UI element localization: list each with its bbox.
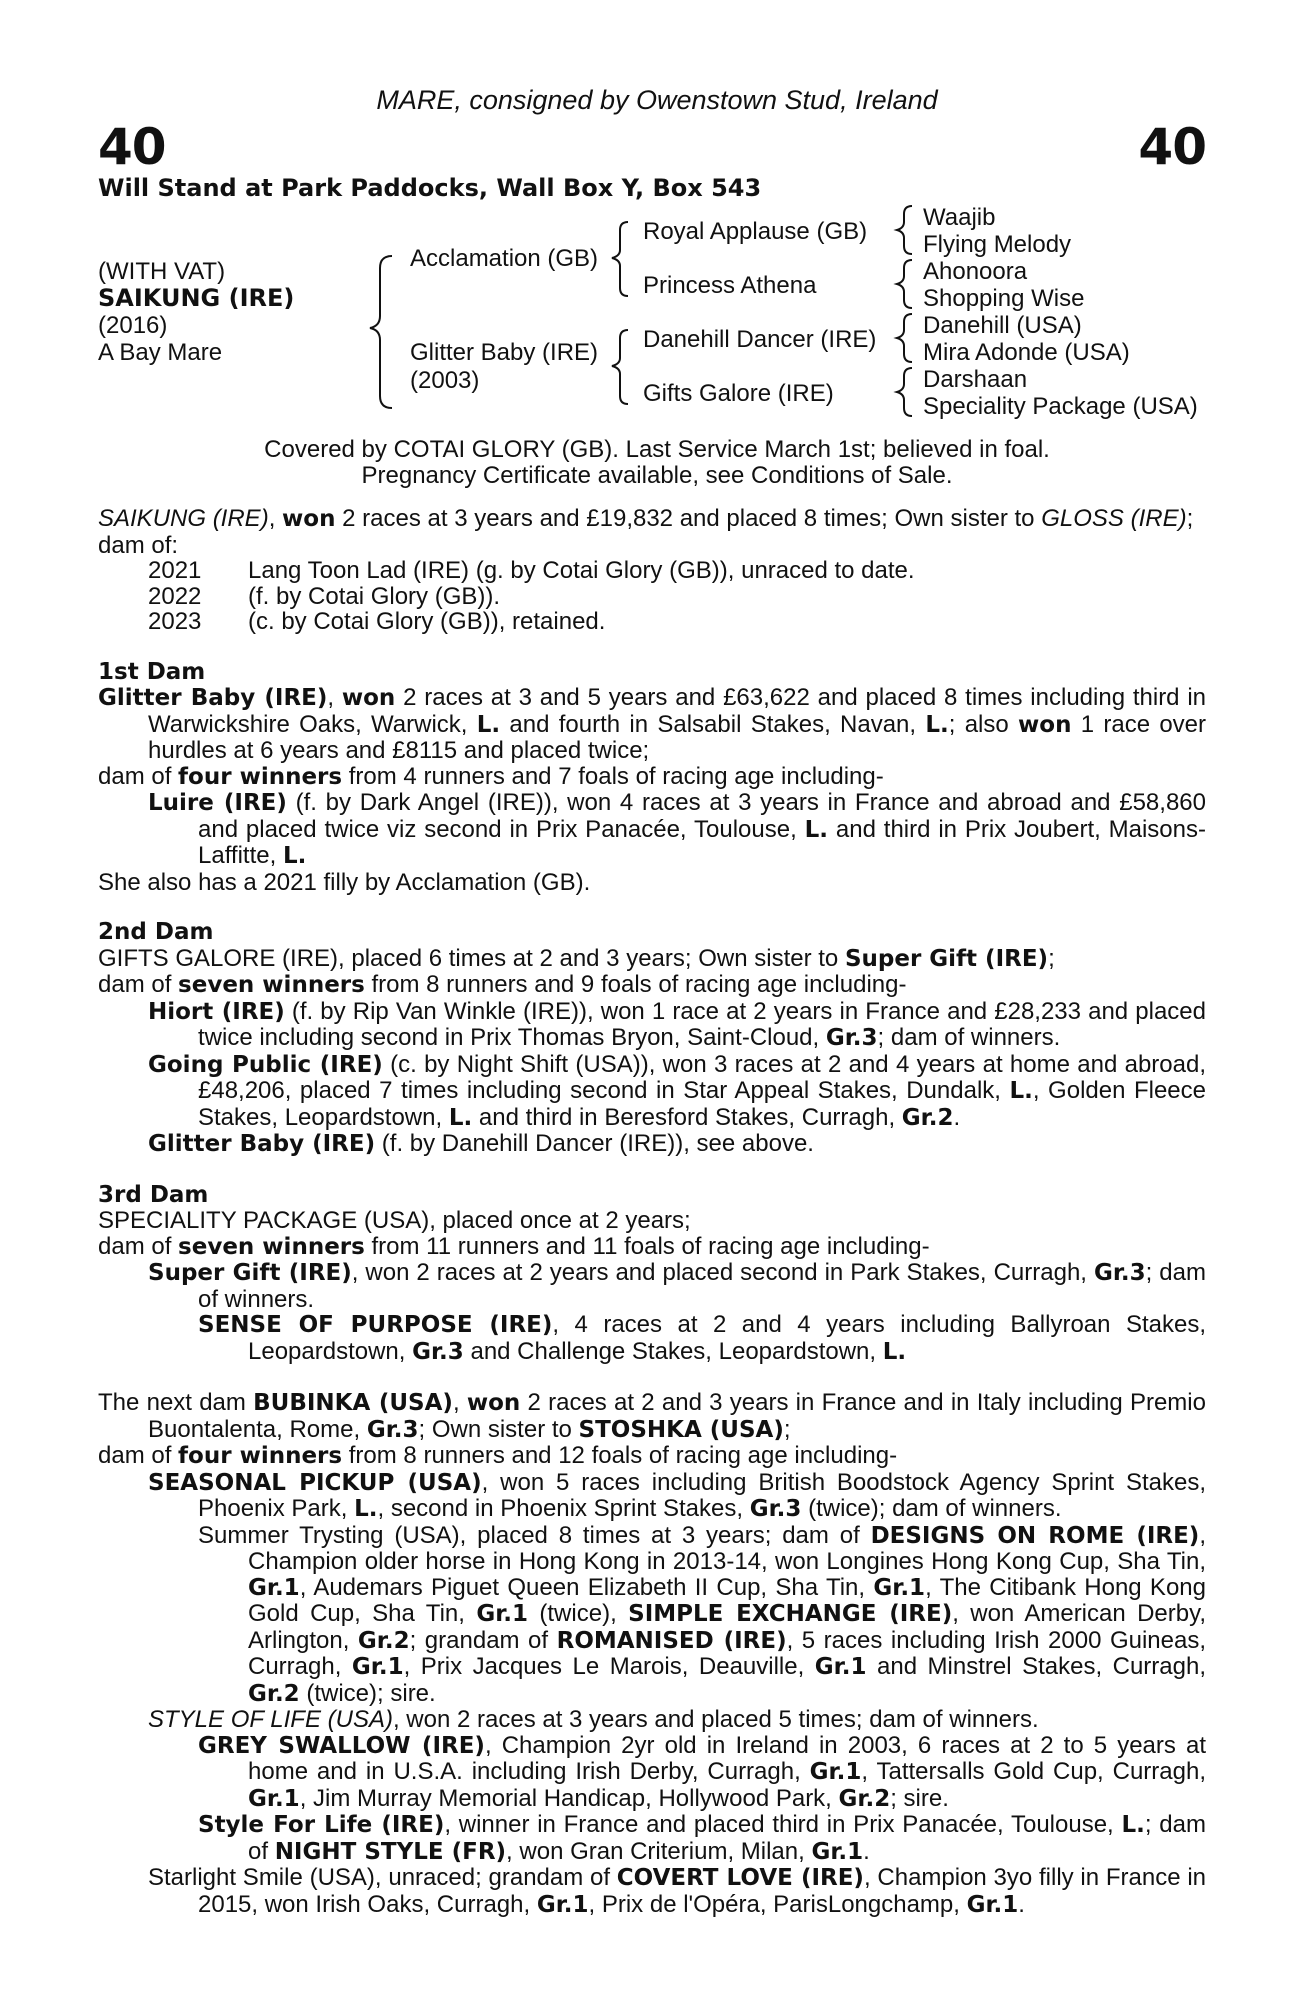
third-dam-record: SPECIALITY PACKAGE (USA), placed once at 2 years; — [98, 1207, 691, 1234]
text-segment: ; sire. — [890, 1784, 949, 1812]
produce-hiort — [98, 999, 1206, 1052]
second-dam-record — [98, 946, 1206, 973]
produce-name: Glitter Baby (IRE) — [148, 1131, 376, 1157]
next-dam-produce — [98, 1443, 1206, 1470]
sister-name: Super Gift (IRE) — [844, 945, 1049, 972]
text-segment: , The Citibank Hong Kong Gold Cup, Sha Tin, — [248, 1573, 1206, 1627]
text-segment: and Minstrel Stakes, Curragh, — [866, 1653, 1206, 1680]
text-segment: (c. by Night Shift (USA)), won 3 races at 2 and 4 years at home and abroad, £48,206, placed 7 times including second in Star Appeal Stakes, Dundalk, — [198, 1050, 1207, 1104]
listed-label: L. — [354, 1496, 378, 1522]
text-segment: and third in Prix Joubert, Maisons-Laffitte, — [198, 815, 1206, 869]
lot-number-left: 40 — [98, 118, 166, 176]
subject-record: SAIKUNG (IRE), won 2 races at 3 years and £19,832 and placed 8 times; Own sister to GLOSS (IRE); — [98, 505, 1194, 532]
listed-label: L. — [925, 711, 949, 738]
produce-name: NIGHT STYLE (FR) — [274, 1838, 507, 1865]
third-dam-produce — [98, 1234, 1206, 1261]
listed-label: L. — [1009, 1078, 1033, 1104]
won-label: won — [1018, 711, 1072, 738]
grade-label: Gr.3 — [749, 1496, 802, 1522]
text-segment: The next dam — [98, 1389, 254, 1416]
text-segment: , — [327, 684, 342, 711]
text-segment: ; dam of winners. — [198, 1259, 1206, 1313]
produce-name: DESIGNS ON ROME (IRE) — [870, 1522, 1200, 1549]
text-segment: and fourth in Salsabil Stakes, Navan, — [500, 710, 926, 738]
produce-name: COVERT LOVE (IRE) — [616, 1865, 864, 1891]
produce-name: SIMPLE EXCHANGE (IRE) — [628, 1601, 953, 1627]
text-segment: 2 races at 2 and 3 years in France and in Italy including Premio Buontalenta, Rome, — [148, 1389, 1206, 1443]
text-segment: , — [452, 1389, 467, 1416]
second-dam-heading: 2nd Dam — [98, 919, 214, 945]
ggp-4: Shopping Wise — [923, 285, 1085, 312]
race-record — [98, 506, 1206, 1918]
text-segment: ; dam of — [248, 1811, 1206, 1865]
text-segment: dam of — [98, 971, 179, 998]
progeny-row — [148, 609, 915, 635]
text-segment: Summer Trysting (USA), placed 8 times at 3 years; dam of — [198, 1521, 871, 1549]
covering-line-2: Pregnancy Certificate available, see Conditions of Sale. — [361, 462, 953, 489]
text-segment: 2 races at 3 and 5 years and £63,622 and placed 8 times including third in Warwickshire Oaks, Warwick, — [148, 684, 1207, 738]
text-segment: , Prix de l'Opéra, ParisLongchamp, — [588, 1890, 967, 1918]
first-dam-record — [98, 685, 1206, 764]
ggp-2: Flying Melody — [923, 231, 1072, 258]
text-segment: from 4 runners and 7 foals of racing age including- — [342, 762, 884, 790]
progeny-text: (c. by Cotai Glory (GB)), retained. — [248, 608, 606, 635]
progeny-year: 2022 — [148, 582, 202, 610]
produce-name: STYLE OF LIFE (USA) — [148, 1706, 393, 1733]
second-dam-produce — [98, 972, 1206, 999]
produce-name: GREY SWALLOW (IRE) — [198, 1732, 485, 1759]
text-segment: GIFTS GALORE (IRE), placed 6 times at 2 and 3 years; Own sister to — [98, 944, 845, 972]
produce-name: Going Public (IRE) — [148, 1051, 383, 1078]
grade-label: Gr.3 — [1093, 1260, 1146, 1286]
text-segment: , won American Derby, Arlington, — [248, 1600, 1206, 1654]
produce-name: SENSE OF PURPOSE (IRE) — [198, 1312, 553, 1338]
text-segment: dam of — [98, 762, 179, 790]
ggp-7: Darshaan — [923, 366, 1028, 393]
ggp-5: Danehill (USA) — [923, 312, 1082, 339]
progeny-row — [148, 558, 915, 584]
grade-label: Gr.1 — [814, 1654, 867, 1680]
text-segment: and Challenge Stakes, Leopardstown, — [463, 1337, 883, 1365]
won-label: won — [466, 1390, 521, 1416]
ggp-6: Mira Adonde (USA) — [923, 339, 1130, 366]
produce-name: Luire (IRE) — [148, 790, 287, 816]
text-segment: and third in Beresford Stakes, Curragh, — [472, 1103, 902, 1131]
next-dam-record — [98, 1390, 1206, 1443]
dam-dam: Gifts Galore (IRE) — [643, 380, 834, 407]
progeny-year: 2021 — [148, 557, 202, 584]
text-segment: ; grandam of — [409, 1626, 557, 1654]
ggp-1: Waajib — [923, 204, 996, 231]
subject-record-text: 2 races at 3 years and £19,832 and placed 8 times; Own sister to — [335, 505, 1042, 532]
produce-sense-of-purpose — [98, 1312, 1206, 1365]
listed-label: L. — [282, 843, 307, 869]
text-segment: ; — [783, 1415, 791, 1443]
text-segment: , 4 races at 2 and 4 years including Ballyroan Stakes, Leopardstown, — [248, 1311, 1206, 1365]
produce-starlight-smile — [98, 1865, 1206, 1918]
produce-style-of-life — [98, 1707, 1206, 1733]
subject-record-end: ; — [1186, 505, 1194, 532]
grade-label: Gr.1 — [248, 1785, 300, 1812]
text-segment: , Audemars Piguet Queen Elizabeth II Cup, Sha Tin, — [299, 1573, 874, 1601]
text-segment: , won 2 races at 2 years and placed second in Park Stakes, Curragh, — [351, 1259, 1094, 1286]
text-segment: ; Own sister to — [418, 1415, 579, 1443]
text-segment: . — [953, 1103, 961, 1131]
grade-label: Gr.3 — [366, 1416, 419, 1443]
covering-line-1: Covered by COTAI GLORY (GB). Last Service March 1st; believed in foal. — [264, 436, 1050, 463]
produce-name: Style For Life (IRE) — [198, 1812, 445, 1838]
produce-name: Hiort (IRE) — [148, 998, 285, 1025]
text-segment: , won Gran Criterium, Milan, — [506, 1837, 812, 1865]
dam: Glitter Baby (IRE) — [410, 339, 599, 366]
produce-name: SEASONAL PICKUP (USA) — [148, 1469, 482, 1496]
produce-style-for-life — [98, 1812, 1206, 1865]
next-dam-name: BUBINKA (USA) — [253, 1390, 453, 1416]
produce-grey-swallow — [98, 1733, 1206, 1813]
text-segment: (twice); dam of winners. — [801, 1495, 1062, 1522]
winners-count: four winners — [178, 1443, 343, 1469]
grade-label: Gr.2 — [357, 1627, 410, 1654]
produce-seasonal-pickup — [98, 1470, 1206, 1523]
won-label: won — [282, 506, 336, 532]
listed-label: L. — [804, 816, 829, 843]
text-segment: ; — [1048, 944, 1055, 972]
text-segment: ; dam of winners. — [877, 1024, 1061, 1051]
lot-number-right: 40 — [1138, 118, 1206, 176]
grade-label: Gr.1 — [536, 1891, 589, 1918]
text-segment: , Prix Jacques Le Marois, Deauville, — [403, 1653, 815, 1680]
grade-label: Gr.1 — [476, 1601, 529, 1627]
sister-name: STOSHKA (USA) — [578, 1416, 784, 1443]
grade-label: Gr.3 — [412, 1338, 464, 1365]
grade-label: Gr.2 — [838, 1785, 891, 1812]
listed-label: L. — [882, 1338, 907, 1365]
produce-going-public — [98, 1052, 1206, 1132]
grade-label: Gr.1 — [809, 1759, 862, 1785]
dam-sire: Danehill Dancer (IRE) — [643, 326, 877, 353]
ggp-8: Speciality Package (USA) — [923, 393, 1198, 420]
sire-sire: Royal Applause (GB) — [643, 218, 868, 245]
grade-label: Gr.1 — [248, 1574, 300, 1601]
text-segment: , Champion older horse in Hong Kong in 2013-14, won Longines Hong Kong Cup, Sha Tin, — [248, 1521, 1206, 1575]
sister-name: GLOSS (IRE) — [1041, 505, 1187, 532]
grade-label: Gr.1 — [811, 1838, 864, 1865]
text-segment: Starlight Smile (USA), unraced; grandam of — [148, 1864, 617, 1891]
horse-name: SAIKUNG (IRE) — [98, 284, 295, 312]
produce-luire — [98, 790, 1206, 870]
text-segment: , 5 races including Irish 2000 Guineas, Curragh, — [248, 1626, 1206, 1680]
grade-label: Gr.1 — [351, 1654, 404, 1680]
text-segment: (twice), — [528, 1600, 629, 1627]
text-segment: dam of — [98, 1442, 179, 1469]
text-segment: , second in Phoenix Sprint Stakes, — [377, 1495, 750, 1522]
vat-note: (WITH VAT) — [98, 258, 226, 285]
text-segment: , won 2 races at 3 years and placed 5 times; dam of winners. — [392, 1706, 1039, 1733]
text-segment: , Champion 2yr old in Ireland in 2003, 6 races at 2 to 5 years at home and in U.S.A. including Irish Derby, Curragh, — [248, 1731, 1206, 1785]
progeny-text: Lang Toon Lad (IRE) (g. by Cotai Glory (GB)), unraced to date. — [248, 557, 915, 584]
ggp-3: Ahonoora — [923, 258, 1028, 285]
dam-year: (2003) — [410, 367, 480, 394]
text-segment: 1 race over hurdles at 6 years and £8115 and placed twice; — [148, 710, 1207, 764]
listed-label: L. — [448, 1104, 473, 1131]
progeny-table — [148, 558, 915, 635]
sire-dam: Princess Athena — [643, 272, 817, 299]
text-segment: from 8 runners and 9 foals of racing age including- — [364, 971, 907, 998]
winners-count: seven winners — [178, 1233, 365, 1260]
first-dam-name: Glitter Baby (IRE) — [98, 685, 328, 711]
text-segment: (f. by Dark Angel (IRE)), won 4 races at 3 years in France and abroad and £58,860 and placed twice viz second in Prix Panacée, Toulouse, — [198, 789, 1206, 843]
listed-label: L. — [476, 711, 501, 738]
text-segment: , Champion 3yo filly in France in 2015, won Irish Oaks, Curragh, — [198, 1864, 1206, 1918]
text-segment: . — [863, 1837, 870, 1865]
progeny-row — [148, 584, 915, 610]
horse-year: (2016) — [98, 312, 168, 339]
first-dam-heading: 1st Dam — [98, 658, 206, 685]
won-label: won — [341, 685, 396, 711]
progeny-text: (f. by Cotai Glory (GB)). — [248, 582, 501, 610]
listed-label: L. — [1121, 1812, 1145, 1838]
text-segment: from 11 runners and 11 foals of racing age including- — [364, 1232, 930, 1260]
horse-description: A Bay Mare — [98, 339, 223, 366]
text-segment: (twice); sire. — [299, 1679, 436, 1707]
grade-label: Gr.2 — [901, 1104, 954, 1131]
text-segment: , Golden Fleece Stakes, Leopardstown, — [198, 1077, 1206, 1131]
winners-count: seven winners — [178, 972, 365, 998]
dam-of-label: dam of: — [98, 531, 179, 559]
produce-name: Super Gift (IRE) — [148, 1260, 352, 1286]
stand-location: Will Stand at Park Paddocks, Wall Box Y, Box 543 — [98, 174, 762, 202]
sire: Acclamation (GB) — [410, 245, 599, 272]
grade-label: Gr.3 — [825, 1025, 878, 1051]
text-segment: (f. by Danehill Dancer (IRE)), see above. — [375, 1130, 814, 1157]
text-segment: , winner in France and placed third in Prix Panacée, Toulouse, — [444, 1811, 1122, 1838]
produce-glitter-baby — [98, 1131, 1206, 1158]
text-segment: , won 5 races including British Boodstock Agency Sprint Stakes, Phoenix Park, — [198, 1468, 1206, 1522]
subject-name: SAIKUNG (IRE) — [98, 505, 269, 532]
grade-label: Gr.1 — [873, 1574, 926, 1601]
winners-count: four winners — [178, 763, 343, 790]
text-segment: ; also — [948, 710, 1019, 738]
first-dam-produce — [98, 764, 1206, 791]
text-segment: dam of — [98, 1232, 179, 1260]
text-segment: . — [1018, 1890, 1025, 1918]
text-segment: (f. by Rip Van Winkle (IRE)), won 1 race at 2 years in France and £28,233 and placed twice including second in Prix Thomas Bryon, Saint-Cloud, — [198, 997, 1206, 1051]
produce-summer-trysting — [98, 1523, 1206, 1708]
text-segment: , Tattersalls Gold Cup, Curragh, — [861, 1758, 1206, 1785]
consignor-line: MARE, consigned by Owenstown Stud, Ireland — [376, 85, 938, 115]
grade-label: Gr.2 — [248, 1680, 300, 1707]
first-dam-also: She also has a 2021 filly by Acclamation (GB). — [98, 868, 591, 896]
text-segment: from 8 runners and 12 foals of racing age including- — [342, 1442, 898, 1469]
grade-label: Gr.1 — [966, 1891, 1019, 1918]
produce-name: ROMANISED (IRE) — [556, 1627, 787, 1654]
progeny-year: 2023 — [148, 608, 202, 635]
text-segment: , Jim Murray Memorial Handicap, Hollywood Park, — [299, 1784, 839, 1812]
third-dam-heading: 3rd Dam — [98, 1181, 209, 1208]
produce-super-gift — [98, 1260, 1206, 1312]
